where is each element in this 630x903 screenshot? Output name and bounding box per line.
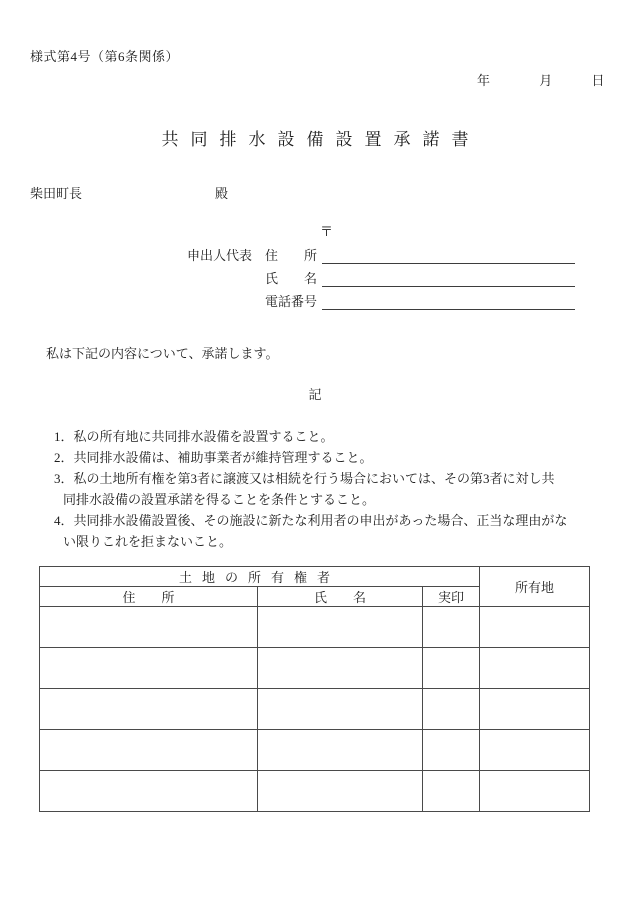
name-label: 氏 名 (265, 271, 318, 286)
table-header-row-group (40, 567, 590, 587)
cell-address (40, 607, 258, 648)
date-year-label: 年 (477, 73, 491, 88)
phone-fill-line (322, 289, 575, 310)
cell-name (258, 648, 423, 689)
condition-text: 共同排水設備設置後、その施設に新たな利用者の申出があった場合、正当な理由がな (73, 513, 568, 528)
note-heading: 記 (308, 387, 322, 402)
form-number: 様式第4号（第6条関係） (30, 49, 180, 64)
cell-owned-land (480, 689, 590, 730)
condition-text: 私の土地所有権を第3者に譲渡又は相続を行う場合においては、その第3者に対し共 (73, 471, 555, 486)
table-row (40, 730, 590, 771)
condition-number: 1． (54, 429, 74, 444)
cell-seal (423, 648, 480, 689)
table-row (40, 607, 590, 648)
cell-address (40, 730, 258, 771)
cell-address (40, 771, 258, 812)
condition-text: 共同排水設備は、補助事業者が維持管理すること。 (73, 450, 373, 465)
table-header-owned-land: 所有地 (480, 567, 590, 607)
consent-statement: 私は下記の内容について、承諾します。 (46, 346, 279, 361)
cell-owned-land (480, 607, 590, 648)
cell-seal (423, 771, 480, 812)
addressee-honorific: 殿 (215, 186, 229, 201)
condition-item-1 (54, 426, 599, 447)
applicant-name-row (187, 266, 575, 287)
phone-label: 電話番号 (265, 294, 318, 309)
cell-address (40, 648, 258, 689)
postal-code-mark: 〒 (320, 224, 334, 239)
cell-address (40, 689, 258, 730)
date-line (477, 70, 605, 89)
condition-number: 4． (54, 513, 74, 528)
address-fill-line (322, 243, 575, 264)
date-day-label: 日 (591, 73, 605, 88)
cell-name (258, 730, 423, 771)
condition-number: 2． (54, 450, 74, 465)
cell-seal (423, 689, 480, 730)
applicant-representative-label: 申出人代表 (187, 248, 253, 263)
conditions-list (54, 426, 599, 552)
table-header-address: 住 所 (40, 587, 258, 607)
table-header-seal: 実印 (423, 587, 480, 607)
condition-item-4 (54, 510, 599, 552)
table-row (40, 689, 590, 730)
address-label: 住 所 (265, 248, 318, 263)
applicant-address-row (187, 243, 575, 264)
cell-owned-land (480, 648, 590, 689)
cell-name (258, 689, 423, 730)
cell-seal (423, 607, 480, 648)
cell-seal (423, 730, 480, 771)
condition-text: 私の所有地に共同排水設備を設置すること。 (73, 429, 334, 444)
condition-text-continuation: 同排水設備の設置承諾を得ることを条件とすること。 (63, 492, 376, 507)
cell-name (258, 607, 423, 648)
applicant-phone-row (187, 289, 575, 310)
table-row (40, 648, 590, 689)
date-month-label: 月 (539, 73, 553, 88)
condition-text-continuation: い限りこれを拒まないこと。 (63, 534, 233, 549)
page-title: 共同排水設備設置承諾書 (161, 130, 481, 149)
landowner-table (39, 566, 590, 812)
condition-number: 3． (54, 471, 74, 486)
addressee-name: 柴田町長 (30, 186, 83, 201)
table-group-header-landowner: 土地の所有権者 (40, 567, 480, 587)
cell-name (258, 771, 423, 812)
condition-item-3 (54, 468, 599, 510)
table-header-name: 氏 名 (258, 587, 423, 607)
cell-owned-land (480, 771, 590, 812)
table-row (40, 771, 590, 812)
cell-owned-land (480, 730, 590, 771)
name-fill-line (322, 266, 575, 287)
condition-item-2 (54, 447, 599, 468)
